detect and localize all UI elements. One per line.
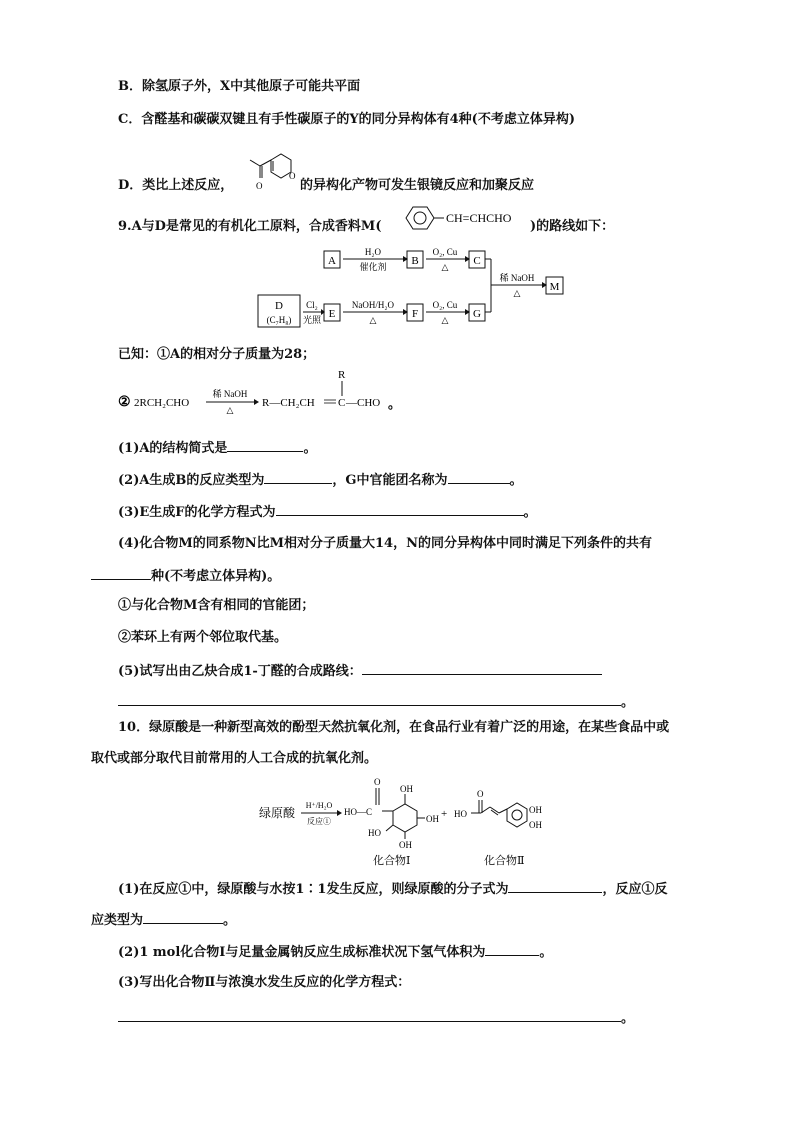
q10-part-1-end: 。 — [223, 913, 237, 928]
label-m: M — [549, 281, 560, 293]
q10-part-2-end: 。 — [539, 945, 553, 960]
known-2-product-right: —CHO — [346, 397, 381, 409]
r6-reagent: 稀 NaOH — [499, 273, 535, 283]
ring-oxygen-label: O — [289, 171, 296, 181]
q10-part-2-blank[interactable] — [485, 943, 539, 956]
q9-part-4-text-b: 种(不考虑立体异构)。 — [151, 569, 281, 584]
q10-part-1-continued — [91, 911, 236, 929]
reactant-label: 绿原酸 — [259, 806, 296, 820]
q8-option-d-prefix: D．类比上述反应， — [118, 178, 234, 193]
known-2-product-carbon: C — [338, 397, 346, 409]
r1-reagent: H₂O — [364, 247, 382, 257]
known-2-reagent: 稀 NaOH — [212, 389, 248, 399]
q10-part-3: (3)写出化合物Ⅱ与浓溴水发生反应的化学方程式： — [118, 975, 411, 990]
c2-ho: HO — [454, 809, 467, 819]
plus-sign: + — [441, 808, 448, 820]
compound-2-label: 化合物Ⅱ — [484, 855, 525, 867]
label-g: G — [473, 308, 481, 320]
q9-part-5 — [118, 662, 602, 680]
q9-part-2-text-b: ，G中官能团名称为 — [332, 473, 448, 488]
q10-part-1-blank-2[interactable] — [143, 911, 223, 924]
q10-part-1-text-b: ，反应①反 — [602, 882, 668, 897]
q10-part-1-text-c: 应类型为 — [91, 913, 144, 928]
compound-2-structure — [454, 789, 542, 867]
q10-part-1-text-a: (1)在反应①中，绿原酸与水按1∶1发生反应，则绿原酸的分子式为 — [118, 882, 509, 897]
label-b: B — [411, 255, 419, 267]
label-f: F — [411, 308, 419, 320]
c2-oh-top: OH — [529, 805, 542, 815]
q9-part-3-end: 。 — [523, 505, 537, 520]
q9-part-4-blank[interactable] — [91, 567, 151, 580]
q9-part-4-continued — [91, 567, 280, 585]
label-d: D — [275, 300, 283, 312]
c1-hoc: HO—C — [344, 807, 373, 817]
r2-reagent: O₂, Cu — [432, 247, 458, 257]
q10-part-3-blank[interactable] — [118, 1009, 621, 1022]
reaction-condition: 反应① — [307, 817, 331, 826]
c1-oh-right: OH — [426, 814, 439, 824]
c1-oh-bottom: OH — [399, 840, 412, 850]
q9-known-1: 已知：①A的相对分子质量为28； — [118, 347, 316, 362]
known-2-reactant: 2RCH₂CHO — [134, 397, 190, 409]
q10-part-1-blank-1[interactable] — [508, 880, 602, 893]
q9-known-2-equation — [116, 366, 416, 414]
label-a: A — [328, 255, 336, 267]
q9-part-5-text: (5)试写出由乙炔合成1-丁醛的合成路线： — [118, 664, 362, 679]
q9-part-5-blank-1[interactable] — [362, 662, 602, 675]
compound-1-structure — [344, 777, 439, 867]
known-2-period: 。 — [388, 396, 402, 411]
q9-intro-suffix: )的路线如下： — [530, 219, 615, 234]
r5-condition: △ — [441, 315, 449, 325]
q9-part-3-blank[interactable] — [276, 503, 524, 516]
known-2-product-left: R—CH₂CH — [262, 397, 315, 409]
c1-ho-left: HO — [368, 828, 381, 838]
reaction-reagent: H⁺/H₂O — [305, 801, 333, 810]
label-d-formula: (C₇H₈) — [266, 315, 292, 325]
q9-part-5-blank-2[interactable] — [118, 693, 621, 706]
known-2-condition: △ — [226, 405, 234, 414]
q9-part-2-text-a: (2)A生成B的反应类型为 — [118, 473, 265, 488]
q9-synthesis-scheme — [255, 240, 575, 332]
r5-reagent: O₂, Cu — [432, 300, 458, 310]
q9-part-5-end: 。 — [621, 695, 635, 710]
r4-condition: △ — [369, 315, 377, 325]
q9-part-2 — [118, 471, 523, 489]
c1-oh-top: OH — [400, 784, 413, 794]
r3-reagent: Cl₂ — [306, 300, 318, 310]
r3-condition: 光照 — [302, 315, 322, 325]
q10-part-2-text: (2)1 mol化合物Ⅰ与足量金属钠反应生成标准状况下氢气体积为 — [118, 945, 486, 960]
q9-part-2-blank-2[interactable] — [448, 471, 510, 484]
c2-oh-bottom: OH — [529, 820, 542, 830]
q8-option-d-molecule — [238, 138, 300, 194]
q9-part-1-end: 。 — [303, 441, 317, 456]
q9-part-4: (4)化合物M的同系物N比M相对分子质量大14，N的同分异构体中同时满足下列条件的共有 — [118, 536, 652, 551]
label-e: E — [328, 308, 336, 320]
q8-option-b: B．除氢原子外，X中其他原子可能共平面 — [118, 79, 361, 94]
q9-part-2-end: 。 — [509, 473, 523, 488]
q10-part-3-answer-line — [118, 1009, 634, 1027]
q8-option-c: C．含醛基和碳碳双键且有手性碳原子的Y的同分异构体有4种(不考虑立体异构) — [118, 112, 575, 127]
q9-part-1 — [118, 439, 316, 457]
q10-part-2 — [118, 943, 552, 961]
q9-part-1-blank[interactable] — [227, 439, 303, 452]
c1-carbonyl-o: O — [374, 777, 381, 787]
r6-condition: △ — [513, 288, 521, 298]
q9-part-5-line-2 — [118, 693, 634, 711]
compound-1-label: 化合物Ⅰ — [373, 855, 411, 867]
q9-part-3-text: (3)E生成F的化学方程式为 — [118, 505, 276, 520]
carbonyl-oxygen-label: O — [256, 181, 263, 191]
q9-condition-1: ①与化合物M含有相同的官能团； — [118, 598, 315, 613]
q10-intro-line-1: 10．绿原酸是一种新型高效的酚型天然抗氧化剂，在食品行业有着广泛的用途，在某些食品中或 — [118, 720, 670, 735]
r1-condition: 催化剂 — [359, 262, 387, 272]
q9-part-1-text: (1)A的结构简式是 — [118, 441, 228, 456]
q10-intro-line-2: 取代或部分取代目前常用的人工合成的抗氧化剂。 — [91, 751, 378, 766]
q10-part-3-end: 。 — [621, 1011, 635, 1026]
known-2-substituent-r: R — [338, 369, 346, 381]
label-c: C — [473, 255, 481, 267]
m-side-chain: CH=CHCHO — [446, 211, 512, 225]
q9-part-3 — [118, 503, 537, 521]
q9-part-2-blank-1[interactable] — [264, 471, 332, 484]
known-2-number: ② — [118, 395, 131, 410]
q9-intro-prefix: 9.A与D是常见的有机化工原料，合成香料M( — [118, 219, 382, 234]
q8-option-d-suffix: 的异构化产物可发生银镜反应和加聚反应 — [300, 178, 535, 193]
c2-carbonyl-o: O — [477, 789, 484, 799]
q10-part-1 — [118, 880, 667, 898]
q9-condition-2: ②苯环上有两个邻位取代基。 — [118, 630, 288, 645]
q10-reaction-scheme — [255, 773, 567, 868]
r2-condition: △ — [441, 262, 449, 272]
r4-reagent: NaOH/H₂O — [351, 300, 395, 310]
